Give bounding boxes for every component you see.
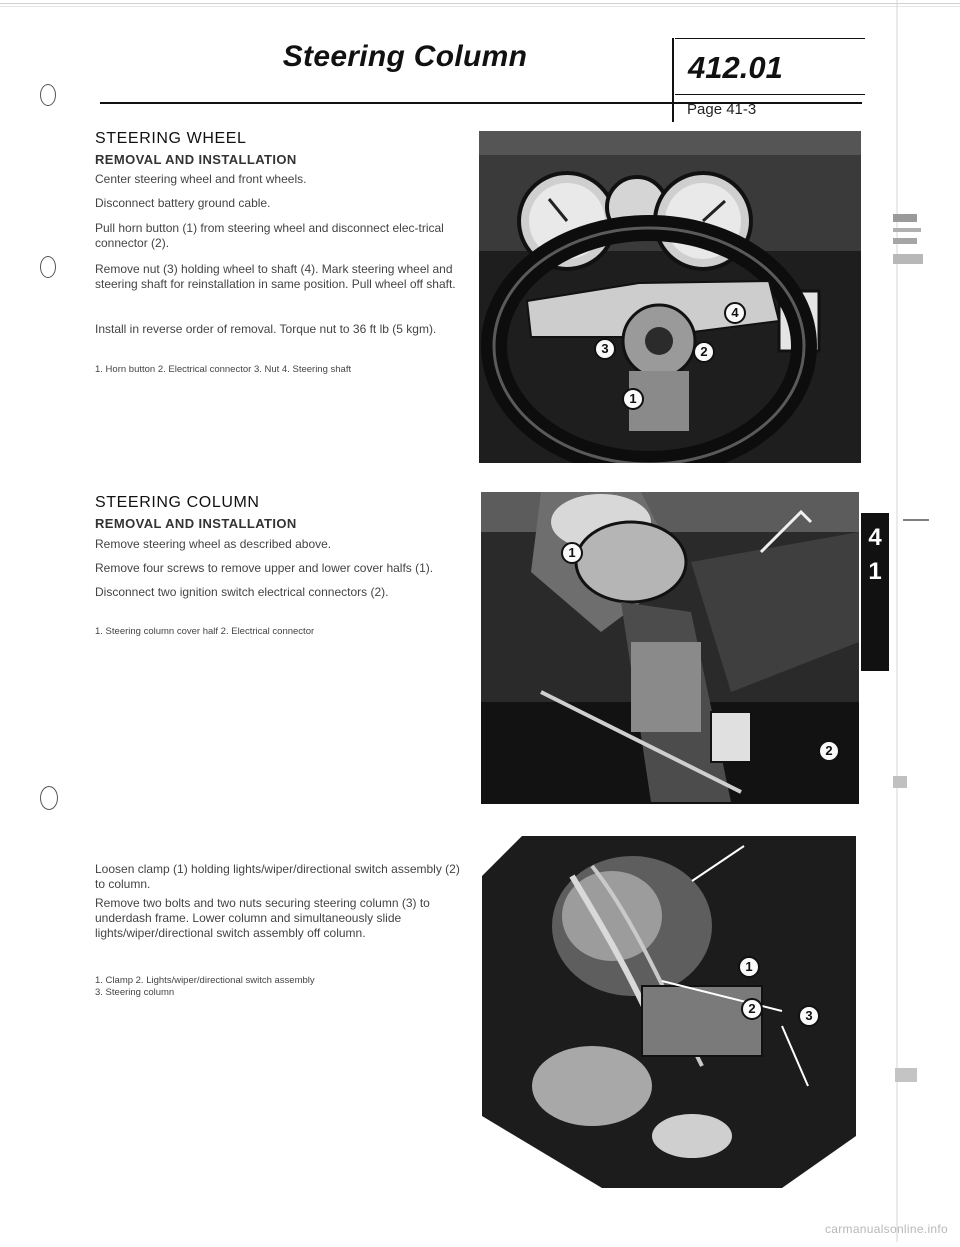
callout-marker: 2	[693, 341, 715, 363]
watermark: carmanualsonline.info	[824, 1222, 948, 1236]
callout-marker: 1	[561, 542, 583, 564]
paragraph: Remove nut (3) holding wheel to shaft (4). Mark steering wheel and steering shaft for reinstallation in same position. Pull wheel off shaft.	[95, 262, 456, 291]
scan-edge-marks	[889, 0, 929, 1242]
paragraph: Remove steering wheel as described above.	[95, 537, 332, 551]
steering-wheel-illustration	[479, 131, 861, 463]
paragraph: Disconnect two ignition switch electrical connectors (2).	[95, 585, 389, 599]
steering-column-illustration	[481, 492, 859, 804]
paragraph: Center steering wheel and front wheels.	[95, 172, 307, 186]
section-subheading: REMOVAL AND INSTALLATION	[95, 516, 297, 531]
section-heading: STEERING WHEEL	[95, 130, 247, 147]
punch-hole	[40, 84, 56, 106]
punch-hole	[40, 786, 58, 810]
paragraph: Install in reverse order of removal. Torque nut to 36 ft lb (5 kgm).	[95, 322, 437, 336]
callout-marker: 3	[594, 338, 616, 360]
paragraph: Remove two bolts and two nuts securing steering column (3) to underdash frame. Lower column and simultaneously slide lights/wiper/directional switch assembly off column.	[95, 896, 430, 940]
page-number: Page 41-3	[687, 101, 757, 118]
figure-caption: 1. Horn button 2. Electrical connector 3. Nut 4. Steering shaft	[95, 364, 352, 375]
figure-caption-line: 1. Clamp 2. Lights/wiper/directional switch assembly	[95, 975, 315, 986]
paragraph: Loosen clamp (1) holding lights/wiper/directional switch assembly (2) to column.	[95, 862, 460, 891]
callout-marker: 1	[622, 388, 644, 410]
figure-caption: 1. Steering column cover half 2. Electrical connector	[95, 626, 315, 637]
callout-marker: 1	[738, 956, 760, 978]
punch-hole	[40, 256, 56, 278]
figure-caption-line: 3. Steering column	[95, 987, 175, 998]
header-divider	[672, 38, 674, 122]
chapter-tab	[861, 513, 889, 671]
callout-marker: 4	[724, 302, 746, 324]
callout-marker: 2	[818, 740, 840, 762]
section-subheading: REMOVAL AND INSTALLATION	[95, 152, 297, 167]
section-heading: STEERING COLUMN	[95, 494, 260, 511]
steering-wheel-photo	[479, 131, 861, 463]
figure-caption	[95, 975, 475, 999]
header-rule	[675, 38, 865, 39]
switch-assembly-photo	[482, 836, 856, 1188]
scan-edge-line	[0, 6, 960, 7]
scan-edge-line	[0, 3, 960, 4]
paragraph: Disconnect battery ground cable.	[95, 196, 271, 210]
callout-marker: 3	[798, 1005, 820, 1027]
page-title: Steering Column	[282, 40, 528, 73]
header-rule	[675, 94, 865, 95]
paragraph: Pull horn button (1) from steering wheel and disconnect elec-trical connector (2).	[95, 221, 444, 250]
section-code: 412.01	[688, 50, 783, 85]
chapter-tab-digit: 1	[868, 558, 882, 585]
chapter-tab-digit: 4	[868, 524, 882, 551]
paragraph: Remove four screws to remove upper and lower cover halfs (1).	[95, 561, 434, 575]
scan-edge-artifact	[889, 0, 929, 1242]
steering-column-photo	[481, 492, 859, 804]
callout-marker: 2	[741, 998, 763, 1020]
